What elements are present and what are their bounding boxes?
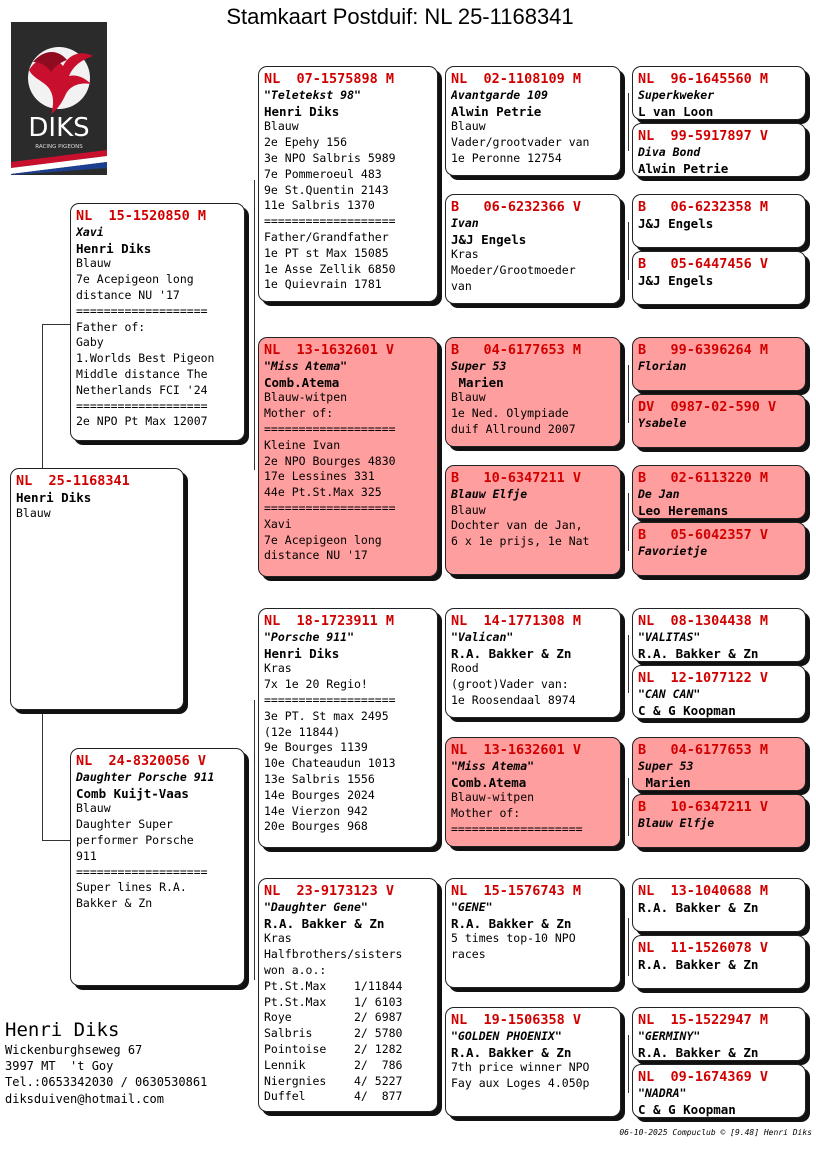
connector (42, 712, 43, 840)
pigeon-card-g5[interactable] (632, 337, 806, 391)
card-line: Blauw-witpen (451, 790, 535, 805)
ring-number: NL 19-1506358 V (451, 1013, 582, 1028)
pigeon-card-g10[interactable] (632, 665, 806, 719)
pigeon-card-fmm[interactable] (445, 465, 621, 575)
pigeon-name: "VALITAS" (638, 629, 701, 644)
card-line: 7e Acepigeon long (264, 532, 382, 547)
card-line: Kras (264, 931, 292, 946)
pigeon-card-g4[interactable] (632, 251, 806, 305)
pigeon-name: Ivan (451, 215, 479, 230)
card-line: distance NU '17 (76, 287, 180, 302)
ring-number: NL 14-1771308 M (451, 614, 582, 629)
connector (42, 324, 43, 468)
card-line: Fay aux Loges 4.050p (451, 1076, 590, 1091)
connector (628, 365, 629, 423)
owner-name: Leo Heremans (638, 502, 729, 518)
pigeon-card-g13[interactable] (632, 878, 806, 932)
pigeon-card-g14[interactable] (632, 935, 806, 989)
card-line: =================== (76, 303, 208, 318)
ring-number: NL 99-5917897 V (638, 129, 769, 144)
ring-number: NL 18-1723911 M (264, 614, 395, 629)
pigeon-name: Avantgarde 109 (451, 87, 548, 102)
connector (628, 918, 629, 976)
owner-name: Comb.Atema (451, 774, 527, 790)
pigeon-card-g8[interactable] (632, 522, 806, 576)
owner-name: R.A. Bakker & Zn (451, 915, 572, 931)
card-line: 7e Pommeroeul 483 (264, 166, 382, 181)
card-line: =================== (264, 421, 396, 436)
card-line: 1e Quievrain 1781 (264, 277, 382, 292)
card-line: Lennik 2/ 786 (264, 1057, 403, 1072)
ring-number: NL 13-1040688 M (638, 884, 769, 899)
pigeon-card-mm[interactable] (258, 878, 438, 1112)
pigeon-card-ffm[interactable] (445, 194, 621, 304)
card-line: distance NU '17 (264, 548, 368, 563)
card-line: 14e Bourges 2024 (264, 787, 375, 802)
card-line: Blauw (451, 390, 486, 405)
connector (441, 115, 442, 235)
card-line: (groot)Vader van: (451, 677, 569, 692)
pigeon-name: "GOLDEN PHOENIX" (451, 1028, 562, 1043)
card-line: Daughter Super (76, 817, 173, 832)
card-line: 1.Worlds Best Pigeon (76, 351, 215, 366)
footer-credit: 06-10-2025 Compuclub © [9.48] Henri Diks (619, 1128, 812, 1137)
owner-name: Comb Kuijt-Vaas (76, 785, 189, 801)
ring-number: B 04-6177653 M (451, 343, 582, 358)
ring-number: NL 15-1576743 M (451, 884, 582, 899)
owner-name: Marien (638, 774, 691, 790)
contact-street: Wickenburghseweg 67 (5, 1043, 143, 1057)
card-line: 14e Vierzon 942 (264, 803, 368, 818)
owner-name: R.A. Bakker & Zn (638, 956, 759, 972)
ring-number: NL 23-9173123 V (264, 884, 395, 899)
pigeon-name: Superkweker (638, 87, 715, 102)
card-line: Pointoise 2/ 1282 (264, 1041, 403, 1056)
card-line: =================== (76, 864, 208, 879)
owner-name: Comb.Atema (264, 374, 340, 390)
card-line: 7e Acepigeon long (76, 272, 194, 287)
card-line: Middle distance The (76, 366, 208, 381)
pigeon-name: Favorietje (638, 543, 708, 558)
connector (42, 840, 70, 841)
card-line: 1e Peronne 12754 (451, 150, 562, 165)
owner-name: R.A. Bakker & Zn (264, 915, 385, 931)
owner-name: R.A. Bakker & Zn (638, 645, 759, 661)
card-line: Super lines R.A. (76, 880, 187, 895)
ring-number: NL 24-8320056 V (76, 754, 207, 769)
pigeon-card-fmf[interactable] (445, 337, 621, 447)
connector (441, 945, 442, 1065)
pigeon-card-ff[interactable] (258, 66, 438, 302)
card-line: Blauw (76, 256, 111, 271)
card-line: 1e Ned. Olympiade (451, 406, 569, 421)
pigeon-card-mf[interactable] (258, 608, 438, 848)
card-line: 9e St.Quentin 2143 (264, 182, 389, 197)
pigeon-card-g9[interactable] (632, 608, 806, 662)
pigeon-card-g6[interactable] (632, 394, 806, 448)
pigeon-card-subject[interactable] (10, 468, 184, 710)
card-line: Father/Grandfather (264, 229, 389, 244)
pigeon-card-g11[interactable] (632, 737, 806, 791)
card-line: =================== (264, 692, 396, 707)
pigeon-card-mff[interactable] (445, 608, 621, 718)
card-line: Blauw-witpen (264, 390, 348, 405)
pigeon-name: Florian (638, 358, 687, 373)
card-line: 3e NPO Salbris 5989 (264, 150, 396, 165)
pigeon-name: Daughter Porsche 911 (76, 769, 215, 784)
card-line: 10e Chateaudun 1013 (264, 756, 396, 771)
card-line: 7x 1e 20 Regio! (264, 677, 368, 692)
pigeon-card-mfm[interactable] (445, 737, 621, 847)
contact-name: Henri Diks (5, 1019, 120, 1041)
card-line: Pt.St.Max 1/ 6103 (264, 994, 403, 1009)
card-line: Mother of: (451, 806, 521, 821)
ring-number: B 04-6177653 M (638, 743, 769, 758)
card-line: races (451, 947, 486, 962)
connector (628, 1035, 629, 1093)
pigeon-name: "Porsche 911" (264, 629, 355, 644)
owner-name: J&J Engels (451, 231, 527, 247)
card-line: Blauw (76, 801, 111, 816)
pigeon-name: Diva Bond (638, 144, 701, 159)
logo-subtext: RACING PIGEONS (35, 144, 83, 150)
pigeon-name: "CAN CAN" (638, 686, 701, 701)
card-line: duif Allround 2007 (451, 421, 576, 436)
card-line: Kras (451, 247, 479, 262)
card-line: 11e Salbris 1370 (264, 198, 375, 213)
ring-number: B 06-6232366 V (451, 200, 582, 215)
card-line: 1e PT st Max 15085 (264, 245, 389, 260)
pigeon-name: "Daughter Gene" (264, 899, 368, 914)
pigeon-card-mmm[interactable] (445, 1007, 621, 1117)
ring-number: NL 15-1522947 M (638, 1013, 769, 1028)
pigeon-name: "GENE" (451, 899, 493, 914)
pigeon-name: Super 53 (638, 758, 694, 773)
card-line: 2e NPO Pt Max 12007 (76, 414, 208, 429)
card-line: 20e Bourges 968 (264, 819, 368, 834)
connector (628, 493, 629, 551)
ring-number: B 10-6347211 V (451, 471, 582, 486)
ring-number: B 05-6042357 V (638, 528, 769, 543)
card-line: performer Porsche (76, 832, 194, 847)
card-line: 2e Epehy 156 (264, 135, 348, 150)
card-line: 6 x 1e prijs, 1e Nat (451, 534, 590, 549)
ring-number: B 10-6347211 V (638, 800, 769, 815)
pigeon-name: Xavi (76, 224, 104, 239)
connector (628, 778, 629, 836)
pigeon-card-fm[interactable] (258, 337, 438, 577)
card-line: 911 (76, 848, 97, 863)
card-line: Blauw (264, 119, 299, 134)
owner-name: R.A. Bakker & Zn (451, 1044, 572, 1060)
card-line: 9e Bourges 1139 (264, 740, 368, 755)
pigeon-name: Blauw Elfje (451, 486, 528, 501)
card-line: van (451, 278, 472, 293)
pigeon-card-g16[interactable] (632, 1064, 806, 1118)
card-line: 5 times top-10 NPO (451, 931, 576, 946)
pigeon-name: "NADRA" (638, 1085, 687, 1100)
pigeon-name: "Valican" (451, 629, 514, 644)
ring-number: NL 13-1632601 V (451, 743, 582, 758)
ring-number: NL 02-1108109 M (451, 72, 582, 87)
card-line: Vader/grootvader van (451, 135, 590, 150)
card-line: won a.o.: (264, 962, 327, 977)
pigeon-card-mmf[interactable] (445, 878, 621, 988)
card-line: 1e Roosendaal 8974 (451, 692, 576, 707)
card-line: Father of: (76, 319, 146, 334)
pigeon-card-g1[interactable] (632, 66, 806, 120)
pigeon-name: Super 53 (451, 358, 507, 373)
owner-name: J&J Engels (638, 272, 714, 288)
pigeon-card-father[interactable] (70, 203, 245, 441)
logo-text: DIKS (28, 113, 90, 143)
pigeon-name: De Jan (638, 486, 680, 501)
card-line: (12e 11844) (264, 724, 341, 739)
ring-number: DV 0987-02-590 V (638, 400, 777, 415)
owner-name: C & G Koopman (638, 1101, 736, 1117)
card-line: Netherlands FCI '24 (76, 382, 208, 397)
page-title: Stamkaart Postduif: NL 25-1168341 (226, 4, 574, 29)
pigeon-card-fff[interactable] (445, 66, 621, 176)
card-line: 44e Pt.St.Max 325 (264, 485, 382, 500)
ring-number: B 99-6396264 M (638, 343, 769, 358)
connector (254, 700, 255, 980)
contact-block (5, 1018, 207, 1107)
card-line: Halfbrothers/sisters (264, 947, 403, 962)
owner-name: Marien (451, 374, 504, 390)
pigeon-name: "Miss Atema" (264, 358, 348, 373)
owner-name: Henri Diks (76, 240, 152, 256)
pigeon-name: "Miss Atema" (451, 758, 535, 773)
connector (628, 222, 629, 280)
card-line: 17e Lessines 331 (264, 469, 375, 484)
contact-phone: Tel.:0653342030 / 0630530861 (5, 1075, 208, 1090)
card-line: =================== (76, 398, 208, 413)
pigeon-card-g3[interactable] (632, 194, 806, 248)
card-line: 13e Salbris 1556 (264, 771, 375, 786)
connector (628, 635, 629, 693)
owner-name: R.A. Bakker & Zn (638, 1044, 759, 1060)
card-line: Mother of: (264, 406, 334, 421)
connector (254, 180, 255, 470)
connector (441, 405, 442, 525)
owner-name: Henri Diks (264, 103, 340, 119)
connector (42, 324, 70, 325)
owner-name: R.A. Bakker & Zn (451, 645, 572, 661)
pigeon-name: "Teletekst 98" (264, 87, 361, 102)
card-line: Moeder/Grootmoeder (451, 263, 576, 278)
card-line: 7th price winner NPO (451, 1060, 590, 1075)
card-line: Xavi (264, 516, 292, 531)
card-line: Dochter van de Jan, (451, 518, 583, 533)
owner-name: Henri Diks (16, 489, 92, 505)
pigeon-card-mother[interactable] (70, 748, 245, 986)
pigeon-card-g15[interactable] (632, 1007, 806, 1061)
ring-number: NL 96-1645560 M (638, 72, 769, 87)
owner-name: C & G Koopman (638, 702, 736, 718)
diks-logo (11, 22, 107, 175)
owner-name: Alwin Petrie (638, 160, 729, 176)
pigeon-card-g2[interactable] (632, 123, 806, 177)
card-line: 3e PT. St max 2495 (264, 708, 389, 723)
connector (441, 665, 442, 785)
card-line: Roye 2/ 6987 (264, 1010, 403, 1025)
card-line: =================== (451, 821, 583, 836)
owner-name: Alwin Petrie (451, 103, 542, 119)
ring-number: NL 08-1304438 M (638, 614, 769, 629)
owner-name: R.A. Bakker & Zn (638, 899, 759, 915)
card-line: Blauw (16, 505, 51, 520)
ring-number: NL 13-1632601 V (264, 343, 395, 358)
ring-number: NL 11-1526078 V (638, 941, 769, 956)
ring-number: B 05-6447456 V (638, 257, 769, 272)
card-line: =================== (264, 500, 396, 515)
card-line: Niergnies 4/ 5227 (264, 1073, 403, 1088)
card-line: Rood (451, 661, 479, 676)
card-line: Kras (264, 661, 292, 676)
card-line: =================== (264, 214, 396, 229)
card-line: Kleine Ivan (264, 437, 341, 452)
pigeon-card-g12[interactable] (632, 794, 806, 848)
card-line: 1e Asse Zellik 6850 (264, 261, 396, 276)
connector (628, 93, 629, 151)
ring-number: NL 07-1575898 M (264, 72, 395, 87)
card-line: 2e NPO Bourges 4830 (264, 453, 396, 468)
pigeon-card-g7[interactable] (632, 465, 806, 519)
ring-number: NL 25-1168341 (16, 474, 130, 489)
owner-name: Henri Diks (264, 645, 340, 661)
ring-number: NL 12-1077122 V (638, 671, 769, 686)
ring-number: B 02-6113220 M (638, 471, 769, 486)
pigeon-name: "GERMINY" (638, 1028, 701, 1043)
contact-city: 3997 MT 't Goy (5, 1059, 114, 1074)
card-line: Blauw (451, 502, 486, 517)
card-line: Blauw (451, 119, 486, 134)
card-line: Salbris 2/ 5780 (264, 1026, 403, 1041)
ring-number: B 06-6232358 M (638, 200, 769, 215)
pigeon-name: Blauw Elfje (638, 815, 715, 830)
pigeon-name: Ysabele (638, 415, 687, 430)
contact-email[interactable]: diksduiven@hotmail.com (5, 1091, 164, 1106)
card-line: Duffel 4/ 877 (264, 1089, 403, 1104)
card-line: Gaby (76, 335, 104, 350)
card-line: Bakker & Zn (76, 896, 153, 911)
owner-name: L van Loon (638, 103, 714, 119)
ring-number: NL 09-1674369 V (638, 1070, 769, 1085)
card-line: Pt.St.Max 1/11844 (264, 978, 403, 993)
owner-name: J&J Engels (638, 215, 714, 231)
ring-number: NL 15-1520850 M (76, 209, 207, 224)
